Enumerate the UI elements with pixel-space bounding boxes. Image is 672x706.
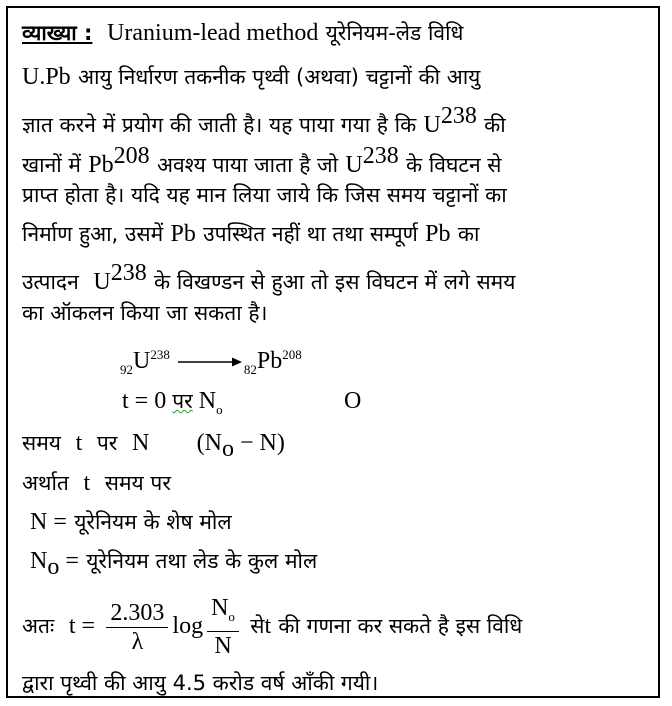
time-zero: t = 0 [122,388,167,414]
para-text: की गणना कर सकते है इस विधि [278,614,523,638]
uranium-symbol: U [423,112,441,138]
decay-reaction [120,340,302,385]
mass-number: 238 [110,260,147,286]
lead-symbol: Pb [256,348,283,374]
para-text: की [484,113,506,137]
atah-word: अतः [22,614,55,638]
subscript: o [216,402,223,417]
par-word: पर [96,431,118,455]
subscript: o [228,609,235,624]
upb-text: U.Pb [22,64,71,90]
uranium-symbol: U [345,152,363,178]
se-word: से [250,614,265,638]
n-symbol: N [198,388,217,414]
atomic-number: 92 [120,362,133,377]
definition-n [30,507,232,537]
formula-line [22,594,522,660]
t-symbol: t [75,430,83,456]
initial-condition [122,386,362,425]
mass-number: 208 [113,143,150,169]
para-text: के विखण्डन से हुआ तो इस विघटन में लगे समय [154,270,516,294]
time-t-line [22,428,285,464]
numerator: 2.303 [106,599,168,628]
equals-sign: = [59,548,79,574]
t-symbol: t [264,613,272,639]
arrow-right-icon [178,356,242,368]
n-symbol: N [211,595,229,621]
subscript: o [222,436,234,462]
para-text: अवश्य पाया जाता है जो [156,153,339,177]
par-word: पर [172,389,193,413]
heading-title: व्याख्या : [22,21,93,45]
samay-par-text: समय पर [104,471,171,495]
para-text: का [457,222,480,246]
uranium-symbol: U [93,269,111,295]
atomic-number: 82 [243,362,257,377]
para-line-5 [22,219,479,249]
para-line-4 [22,180,507,210]
uranium-symbol: U [133,348,151,374]
para-line-3 [22,141,501,180]
mass-number: 238 [150,347,170,362]
heading-method-hi: यूरेनियम-लेड विधि [325,21,464,45]
fraction-2303-lambda [106,599,168,656]
heading-line [22,18,463,48]
log-text: log [172,613,204,639]
para-text: के विघटन से [406,153,502,177]
definition-no [30,546,317,582]
n-symbol: N [132,430,150,456]
arthat-line [22,468,171,498]
subscript: o [47,554,60,580]
lead-amount-rest: − N) [234,430,285,456]
n-equals: N = [30,509,67,535]
lead-symbol: Pb [88,152,114,178]
lead-symbol: Pb [425,221,451,247]
heading-method-en: Uranium-lead method [107,20,319,46]
definition-text: यूरेनियम के शेष मोल [74,510,232,534]
numerator [207,594,239,632]
final-line [22,668,378,698]
para-text: उत्पादन [22,270,79,294]
final-text: द्वारा पृथ्वी की आयु 4.5 करोड वर्ष आँकी गयी। [22,671,379,695]
para-text: उपस्थित नहीं था तथा सम्पूर्ण [203,222,418,246]
para-line-7 [22,298,268,328]
lead-symbol: Pb [170,221,196,247]
para-text: खानों में [22,153,81,177]
para-text: ज्ञात करने में प्रयोग की जाती है। यह पाया गया है कि [22,113,417,137]
samay-word: समय [22,431,61,455]
fraction-no-n [207,594,239,660]
para-line-6 [22,258,515,297]
denominator: N [214,633,232,659]
mass-number: 208 [282,347,302,362]
definition-text: यूरेनियम तथा लेड के कुल मोल [86,549,318,573]
mass-number: 238 [440,103,477,129]
para-text: का ऑकलन किया जा सकता है। [22,301,268,325]
arthat-word: अर्थात [22,471,69,495]
formula-lhs: t = [68,613,96,639]
n-symbol: N [30,548,48,574]
t-symbol: t [83,470,91,496]
mass-number: 238 [362,143,399,169]
para-line-2 [22,101,506,140]
para-line-1 [22,62,480,92]
para-text: निर्माण हुआ, उसमें [22,222,164,246]
para-text: आयु निर्धारण तकनीक पृथ्वी (अथवा) चट्टानों की आयु [78,65,481,89]
denominator: λ [131,628,144,655]
para-text: प्राप्त होता है। यदि यह मान लिया जाये कि जिस समय चट्टानों का [22,183,507,207]
lead-initial: O [344,388,362,414]
lead-amount: (N [196,430,222,456]
